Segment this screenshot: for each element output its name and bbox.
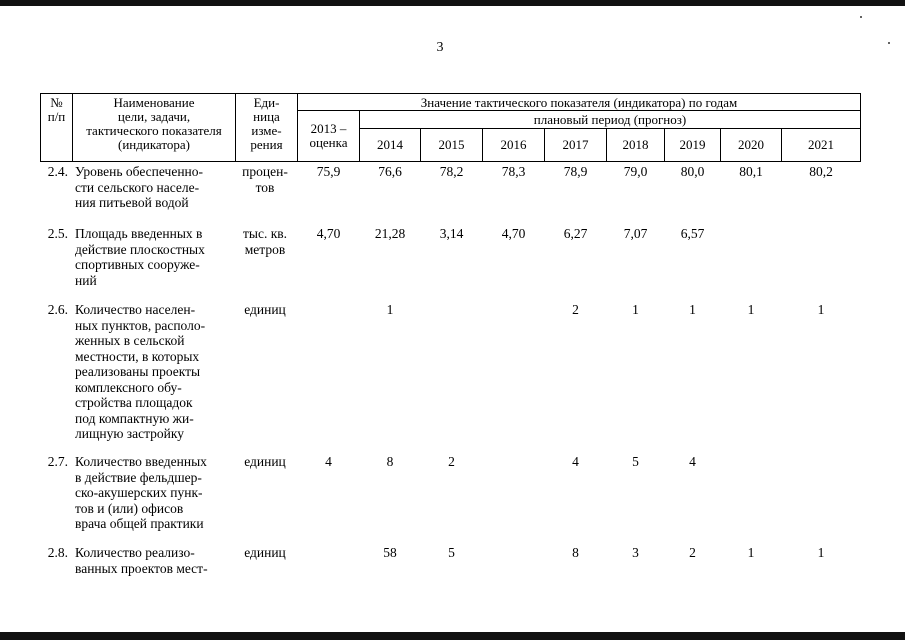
indicator-name: Количество населен- ных пунктов, располо- женных в сельской местности, в которых реализованы проекты комплексного обу- стройства площадок под компактную жи- лищную застройку: [75, 302, 206, 441]
header-values-title: Значение тактического показателя (индикатора) по годам: [420, 95, 738, 110]
value-2020: 80,1: [739, 164, 763, 179]
unit-of-measure: тыс. кв. метров: [242, 226, 288, 257]
year-header: 2016: [500, 137, 527, 152]
value-2013: 4: [325, 454, 332, 469]
value-2018: 79,0: [623, 164, 648, 179]
value-2017: 4: [572, 454, 579, 469]
value-2019: 2: [689, 545, 696, 560]
year-header: 2019: [679, 137, 706, 152]
value-2013: 4,70: [316, 226, 341, 241]
value-2019: 4: [689, 454, 696, 469]
value-2018: 5: [632, 454, 639, 469]
value-2016: 78,3: [501, 164, 526, 179]
value-2018: 7,07: [623, 226, 648, 241]
value-2019: 6,57: [680, 226, 705, 241]
header-estimate: 2013 – оценка: [309, 121, 348, 150]
header-unit: Еди- ница изме- рения: [250, 95, 283, 152]
row-number: 2.5.: [47, 226, 68, 241]
value-2021: 1: [817, 545, 825, 560]
value-2018: 1: [632, 302, 639, 317]
year-header: 2018: [622, 137, 649, 152]
value-2014: 8: [386, 454, 394, 469]
unit-of-measure: единиц: [244, 454, 286, 469]
value-2017: 6,27: [563, 226, 588, 241]
year-header: 2021: [808, 137, 834, 152]
header-number: № п/п: [47, 95, 66, 124]
value-2014: 76,6: [378, 164, 402, 179]
year-header: 2014: [377, 137, 403, 152]
scan-speck: [888, 42, 890, 44]
row-number: 2.4.: [47, 164, 68, 179]
header-rule-1: [297, 110, 861, 111]
value-2017: 2: [572, 302, 579, 317]
value-2015: 3,14: [439, 226, 464, 241]
row-number: 2.6.: [47, 302, 68, 317]
row-number: 2.7.: [47, 454, 68, 469]
value-2017: 78,9: [563, 164, 588, 179]
value-2020: 1: [747, 302, 755, 317]
value-2015: 5: [448, 545, 455, 560]
unit-of-measure: единиц: [244, 302, 286, 317]
year-header: 2015: [438, 137, 465, 152]
scan-border-bottom: [0, 632, 905, 640]
value-2014: 1: [386, 302, 394, 317]
row-number: 2.8.: [47, 545, 68, 560]
value-2020: 1: [747, 545, 755, 560]
value-2014: 21,28: [374, 226, 406, 241]
value-2019: 1: [689, 302, 696, 317]
year-header: 2017: [562, 137, 589, 152]
table-top-border: [40, 93, 861, 94]
page-number: 3: [436, 40, 444, 55]
header-bottom-border: [40, 161, 861, 162]
indicator-name: Количество реализо- ванных проектов мест-: [75, 545, 208, 576]
indicator-name: Площадь введенных в действие плоскостных спортивных сооруже- ний: [75, 226, 205, 288]
value-2016: 4,70: [501, 226, 526, 241]
header-rule-2: [359, 128, 861, 129]
value-2021: 1: [817, 302, 825, 317]
value-2015: 78,2: [439, 164, 464, 179]
indicator-name: Количество введенных в действие фельдшер- ско-акушерских пунк- тов и (или) офисов врача общей практики: [75, 454, 207, 531]
header-plan-period: плановый период (прогноз): [533, 112, 687, 127]
value-2013: 75,9: [316, 164, 341, 179]
scan-speck: [860, 16, 862, 18]
value-2015: 2: [448, 454, 455, 469]
value-2017: 8: [572, 545, 579, 560]
unit-of-measure: единиц: [244, 545, 286, 560]
value-2019: 80,0: [680, 164, 705, 179]
header-vline: [860, 93, 861, 162]
header-name: Наименование цели, задачи, тактического показателя (индикатора): [86, 95, 222, 152]
value-2021: 80,2: [809, 164, 833, 179]
value-2018: 3: [632, 545, 639, 560]
year-header: 2020: [738, 137, 764, 152]
indicator-name: Уровень обеспеченно- сти сельского населе- ния питьевой водой: [75, 164, 204, 210]
unit-of-measure: процен- тов: [242, 164, 288, 195]
scan-border-top: [0, 0, 905, 6]
value-2014: 58: [383, 545, 397, 560]
